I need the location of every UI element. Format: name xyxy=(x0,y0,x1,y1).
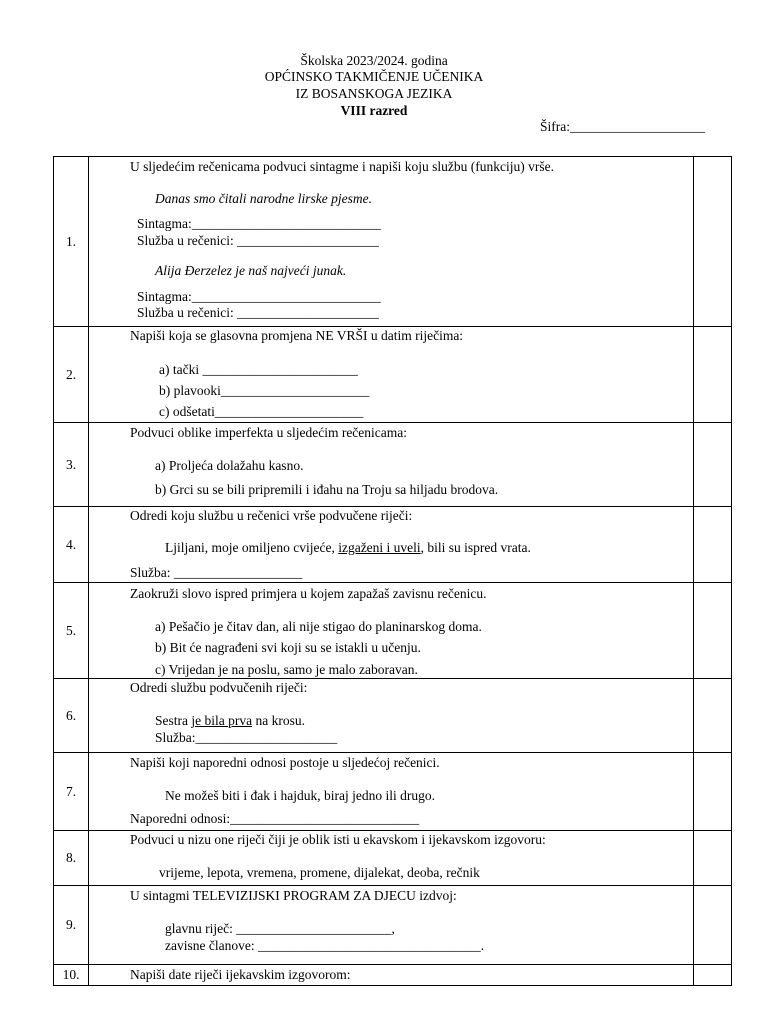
question-number: 1. xyxy=(54,157,89,327)
example-sentence: Ne možeš biti i đak i hajduk, biraj jedno ili drugo. xyxy=(165,788,435,803)
score-cell[interactable] xyxy=(694,965,732,986)
question-row-5 xyxy=(54,583,732,679)
sentence-start: Sestra xyxy=(155,713,192,728)
question-prompt: Zaokruži slovo ispred primjera u kojem zapažaš zavisnu rečenicu. xyxy=(130,586,487,601)
question-body-9 xyxy=(89,886,694,965)
code-field[interactable]: Šifra:____________________ xyxy=(540,119,705,134)
word-list[interactable]: vrijeme, lepota, vremena, promene, dijalekat, deoba, rečnik xyxy=(159,865,480,880)
score-cell[interactable] xyxy=(694,753,732,831)
question-prompt: Podvuci u nizu one riječi čiji je oblik isti u ekavskom i ijekavskom izgovoru: xyxy=(130,832,546,847)
score-cell[interactable] xyxy=(694,583,732,679)
answer-line[interactable]: Naporedni odnosi:____________________________ xyxy=(130,811,420,826)
example-sentence[interactable]: b) Grci su se bili pripremili i iđahu na Troju sa hiljadu brodova. xyxy=(155,482,499,497)
question-prompt: Napiši date riječi ijekavskim izgovorom: xyxy=(130,967,351,982)
sentence-end: na krosu. xyxy=(252,713,305,728)
score-cell[interactable] xyxy=(694,507,732,583)
score-cell[interactable] xyxy=(694,327,732,423)
answer-line[interactable]: Služba u rečenici: _____________________ xyxy=(137,233,379,248)
header-competition: OPĆINSKO TAKMIČENJE UČENIKA xyxy=(264,69,484,84)
question-prompt: Napiši koji naporedni odnosi postoje u sljedećoj rečenici. xyxy=(130,755,440,770)
example-sentence xyxy=(165,540,531,556)
score-cell[interactable] xyxy=(694,831,732,886)
question-number: 8. xyxy=(54,831,89,886)
question-body-7 xyxy=(89,753,694,831)
question-number: 10. xyxy=(54,965,89,986)
header-grade: VIII razred xyxy=(340,103,408,118)
answer-line[interactable]: a) tački _______________________ xyxy=(159,362,358,377)
questions-table xyxy=(53,156,732,986)
sentence-end: , bili su ispred vrata. xyxy=(420,540,531,555)
answer-line[interactable]: zavisne članove: _________________________________. xyxy=(165,938,485,953)
question-row-9 xyxy=(54,886,732,965)
score-cell[interactable] xyxy=(694,423,732,507)
score-cell[interactable] xyxy=(694,886,732,965)
answer-line[interactable]: glavnu riječ: _______________________, xyxy=(165,921,395,936)
answer-line[interactable]: Sintagma:____________________________ xyxy=(137,289,381,304)
underlined-words: je bila prva xyxy=(191,713,253,728)
question-prompt: Odredi službu podvučenih riječi: xyxy=(130,680,308,695)
question-row-8 xyxy=(54,831,732,886)
question-row-7 xyxy=(54,753,732,831)
question-prompt: U sljedećim rečenicama podvuci sintagme i napiši koju službu (funkciju) vrše. xyxy=(130,159,555,174)
question-number: 7. xyxy=(54,753,89,831)
question-prompt: Podvuci oblike imperfekta u sljedećim rečenicama: xyxy=(130,425,408,440)
option-c[interactable]: c) Vrijedan je na poslu, samo je malo zaboravan. xyxy=(155,662,418,677)
answer-line[interactable]: b) plavooki______________________ xyxy=(159,383,370,398)
question-body-8 xyxy=(89,831,694,886)
question-body-3 xyxy=(89,423,694,507)
question-prompt: Odredi koju službu u rečenici vrše podvučene riječi: xyxy=(130,508,413,523)
question-row-1 xyxy=(54,157,732,327)
question-prompt: Napiši koja se glasovna promjena NE VRŠI u datim riječima: xyxy=(130,328,464,343)
question-body-2 xyxy=(89,327,694,423)
score-cell[interactable] xyxy=(694,157,732,327)
question-number: 3. xyxy=(54,423,89,507)
option-a[interactable]: a) Pešačio je čitav dan, ali nije stigao do planinarskog doma. xyxy=(155,619,482,634)
example-sentence xyxy=(155,713,305,729)
example-sentence: Danas smo čitali narodne lirske pjesme. xyxy=(155,191,372,206)
question-number: 5. xyxy=(54,583,89,679)
option-b[interactable]: b) Bit će nagrađeni svi koji su se istakli u učenju. xyxy=(155,640,421,655)
question-row-10 xyxy=(54,965,732,986)
header-subject: IZ BOSANSKOGA JEZIKA xyxy=(295,86,453,101)
question-body-6 xyxy=(89,679,694,753)
answer-line[interactable]: Služba u rečenici: _____________________ xyxy=(137,305,379,320)
question-number: 2. xyxy=(54,327,89,423)
answer-line[interactable]: Služba:_____________________ xyxy=(155,730,338,745)
answer-line[interactable]: c) odšetati______________________ xyxy=(159,404,364,419)
answer-line[interactable]: Sintagma:____________________________ xyxy=(137,216,381,231)
question-prompt: U sintagmi TELEVIZIJSKI PROGRAM ZA DJECU izdvoj: xyxy=(130,888,457,903)
question-number: 9. xyxy=(54,886,89,965)
question-row-2 xyxy=(54,327,732,423)
example-sentence: Alija Đerzelez je naš najveći junak. xyxy=(155,263,347,278)
question-body-10 xyxy=(89,965,694,986)
underlined-words: izgaženi i uveli xyxy=(338,540,421,555)
answer-line[interactable]: Služba: ___________________ xyxy=(130,565,303,580)
header-year: Školska 2023/2024. godina xyxy=(300,53,448,68)
question-body-1 xyxy=(89,157,694,327)
sentence-start: Ljiljani, moje omiljeno cvijeće, xyxy=(165,540,339,555)
example-sentence[interactable]: a) Proljeća dolažahu kasno. xyxy=(155,458,304,473)
score-cell[interactable] xyxy=(694,679,732,753)
question-body-5 xyxy=(89,583,694,679)
question-body-4 xyxy=(89,507,694,583)
question-row-3 xyxy=(54,423,732,507)
question-number: 4. xyxy=(54,507,89,583)
question-row-4 xyxy=(54,507,732,583)
question-row-6 xyxy=(54,679,732,753)
question-number: 6. xyxy=(54,679,89,753)
